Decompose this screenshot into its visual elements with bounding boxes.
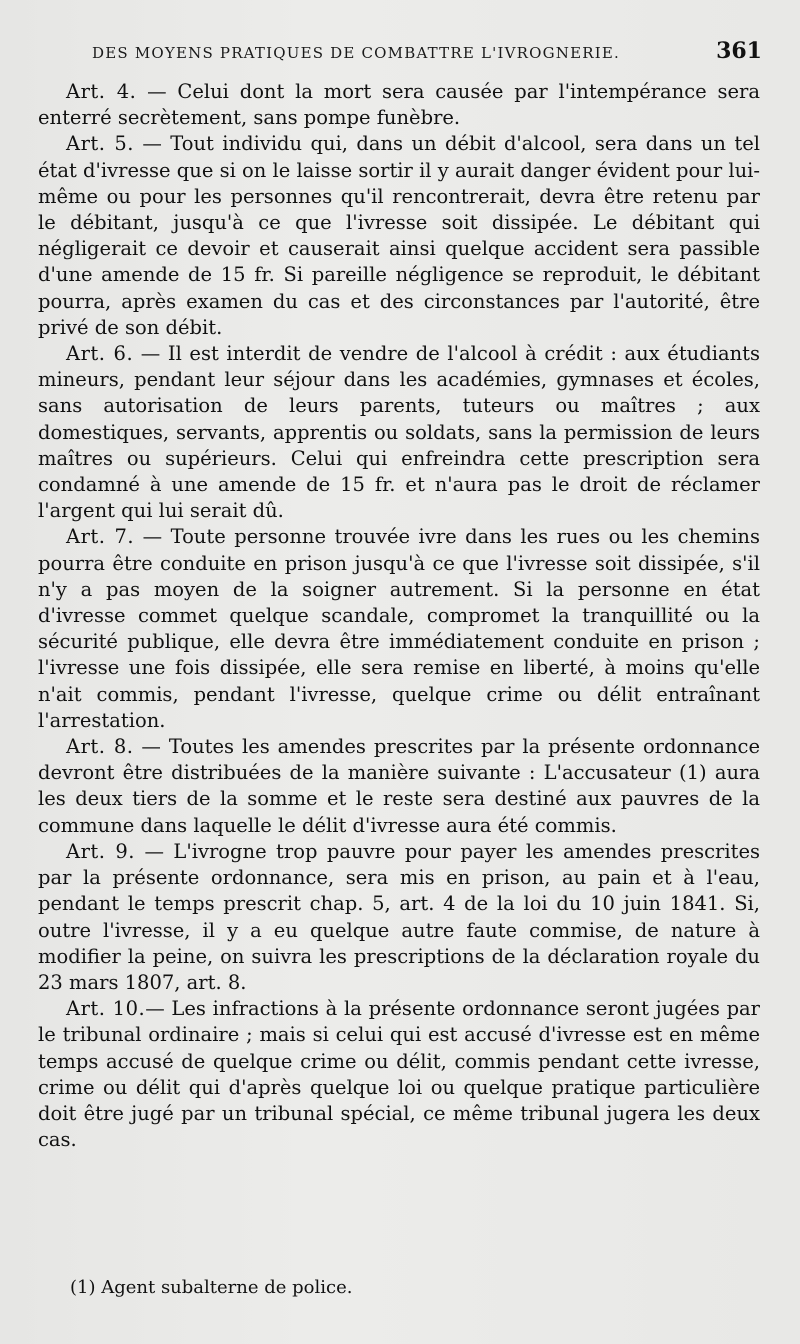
article-text: — Toutes les amendes prescrites par la présente ordonnance devront être distribuées de la manière suivante : L'accusateur (1) aura les deux tiers de la somme et le reste sera destiné aux pauvres de la commune dans laquelle le délit d'ivresse aura été commis. xyxy=(38,735,760,837)
article-7 xyxy=(38,524,760,734)
footnote-text: Agent subalterne de police. xyxy=(95,1277,353,1298)
article-label: Art. 6. xyxy=(66,342,134,366)
article-text: — L'ivrogne trop pauvre pour payer les amendes prescrites par la présente ordonnance, sera mis en prison, au pain et à l'eau, pendant le temps prescrit chap. 5, art. 4 de la loi du 10 juin 1841. Si, outre l'ivresse, il y a eu quelque autre faute commise, de nature à modifier la peine, on suivra les prescriptions de la déclaration royale du 23 mars 1807, art. 8. xyxy=(38,839,760,994)
article-label: Art. 9. xyxy=(66,839,135,863)
article-label: Art. 7. xyxy=(66,525,135,549)
article-6 xyxy=(38,341,760,524)
page-number: 361 xyxy=(716,38,762,64)
footnote xyxy=(70,1276,760,1300)
article-8 xyxy=(38,734,760,839)
article-5 xyxy=(38,131,760,341)
article-text: — Les infractions à la présente ordonnance seront jugées par le tribunal ordinaire ; mais si celui qui est accusé d'ivresse est en même temps accusé de quelque crime ou délit, commis pendant cette ivresse, crime ou délit qui d'après quelque loi ou quelque pratique particulière doit être jugé par un tribunal spécial, ce même tribunal jugera les deux cas. xyxy=(38,997,760,1152)
running-title: DES MOYENS PRATIQUES DE COMBATTRE L'IVROGNERIE. xyxy=(92,44,620,62)
running-head xyxy=(92,38,762,68)
article-10 xyxy=(38,996,760,1153)
article-label: Art. 4. xyxy=(66,80,137,103)
article-9 xyxy=(38,839,760,996)
article-text: — Celui dont la mort sera causée par l'intempérance sera enterré secrètement, sans pompe funèbre. xyxy=(38,80,760,130)
article-text: — Tout individu qui, dans un débit d'alcool, sera dans un tel état d'ivresse que si on le laisse sortir il y aurait danger évident pour lui-même ou pour les personnes qu'il rencontrerait, devra être retenu par le débitant, jusqu'à ce que l'ivresse soit dissipée. Le débitant qui négligerait ce devoir et causerait ainsi quelque accident sera passible d'une amende de 15 fr. Si pareille négligence se reproduit, le débitant pourra, après examen du cas et des circonstances par l'autorité, être privé de son débit. xyxy=(38,132,760,339)
footnote-marker: (1) xyxy=(70,1277,96,1298)
article-label: Art. 10. xyxy=(66,997,146,1021)
article-text: — Il est interdit de vendre de l'alcool à crédit : aux étudiants mineurs, pendant leur séjour dans les académies, gymnases et écoles, sans autorisation de leurs parents, tuteurs ou maîtres ; aux domestiques, servants, apprentis ou soldats, sans la permission de leurs maîtres ou supérieurs. Celui qui enfreindra cette prescription sera condamné à une amende de 15 fr. et n'aura pas le droit de réclamer l'argent qui lui serait dû. xyxy=(38,342,760,523)
article-label: Art. 8. xyxy=(66,735,134,759)
article-label: Art. 5. xyxy=(66,132,134,156)
article-text: — Toute personne trouvée ivre dans les rues ou les chemins pourra être conduite en prison jusqu'à ce que l'ivresse soit dissipée, s'il n'y a pas moyen de la soigner autrement. Si la personne en état d'ivresse commet quelque scandale, compromet la tranquillité ou la sécurité publique, elle devra être immédiatement conduite en prison ; l'ivresse une fois dissipée, elle sera remise en liberté, à moins qu'elle n'ait commis, pendant l'ivresse, quelque crime ou délit entraînant l'arrestation. xyxy=(38,525,760,732)
body-text xyxy=(38,79,760,1153)
article-4 xyxy=(38,79,760,131)
